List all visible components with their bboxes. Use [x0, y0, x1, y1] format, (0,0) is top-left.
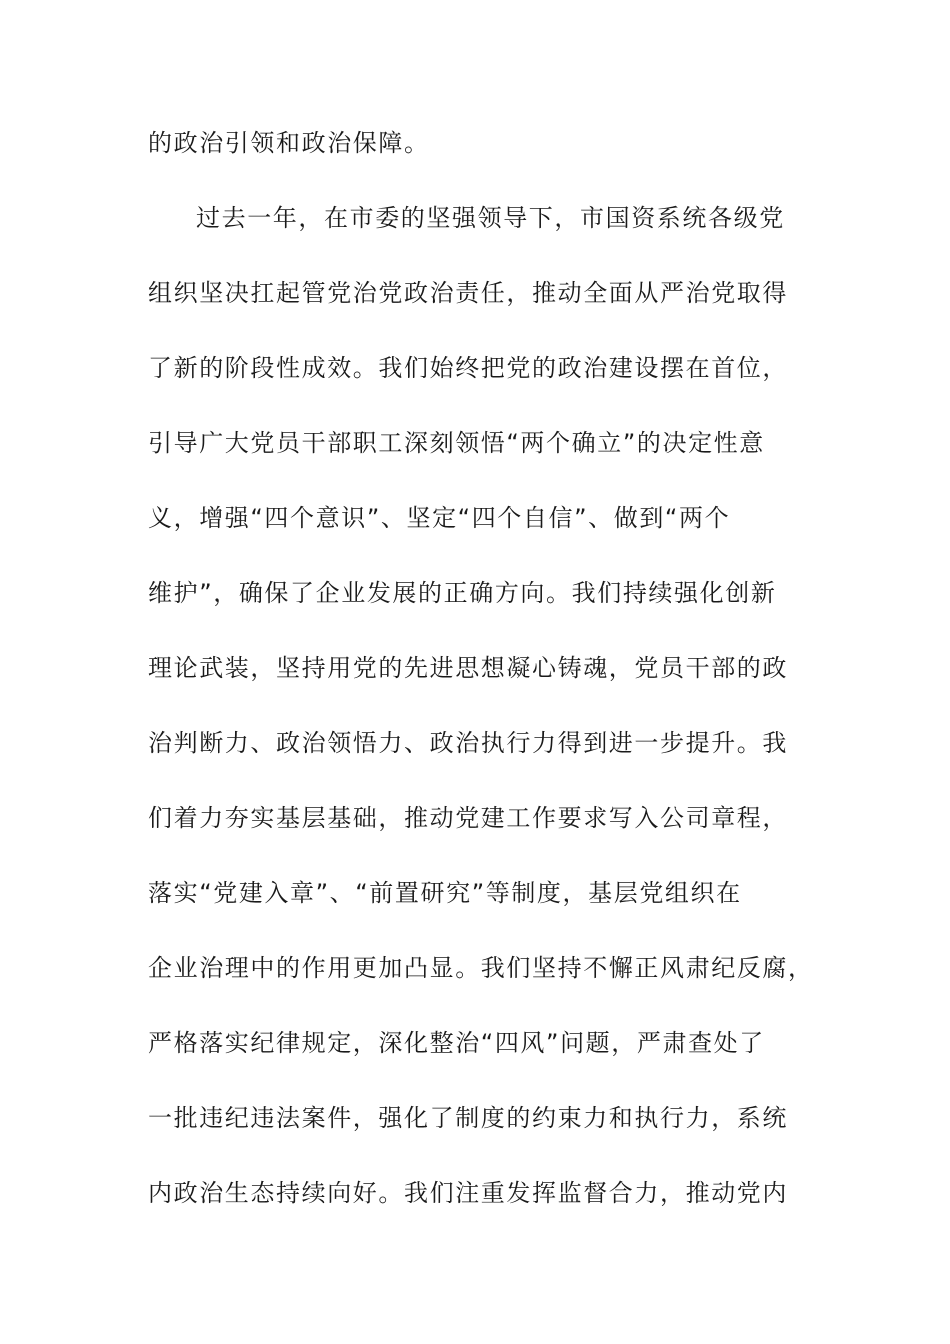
text-line: 理论武装，坚持用党的先进思想凝心铸魂，党员干部的政	[148, 654, 788, 682]
text-line: 一批违纪违法案件，强化了制度的约束力和执行力，系统	[148, 1104, 788, 1132]
text-line: 维护”，确保了企业发展的正确方向。我们持续强化创新	[148, 579, 777, 607]
text-line: 的政治引领和政治保障。	[148, 129, 430, 157]
text-line: 们着力夯实基层基础，推动党建工作要求写入公司章程，	[148, 804, 788, 832]
text-line: 企业治理中的作用更加凸显。我们坚持不懈正风肃纪反腐，	[148, 954, 814, 982]
text-line: 落实“党建入章”、“前置研究”等制度，基层党组织在	[148, 879, 742, 907]
text-line: 义，增强“四个意识”、坚定“四个自信”、做到“两个	[148, 504, 731, 532]
text-line: 引导广大党员干部职工深刻领悟“两个确立”的决定性意	[148, 429, 765, 457]
text-line: 治判断力、政治领悟力、政治执行力得到进一步提升。我	[148, 729, 788, 757]
text-line: 内政治生态持续向好。我们注重发挥监督合力，推动党内	[148, 1179, 788, 1207]
paragraph-first-line: 过去一年，在市委的坚强领导下，市国资系统各级党	[196, 204, 785, 232]
text-line: 了新的阶段性成效。我们始终把党的政治建设摆在首位，	[148, 354, 788, 382]
text-line: 严格落实纪律规定，深化整治“四风”问题，严肃查处了	[148, 1029, 765, 1057]
text-line: 组织坚决扛起管党治党政治责任，推动全面从严治党取得	[148, 279, 788, 307]
